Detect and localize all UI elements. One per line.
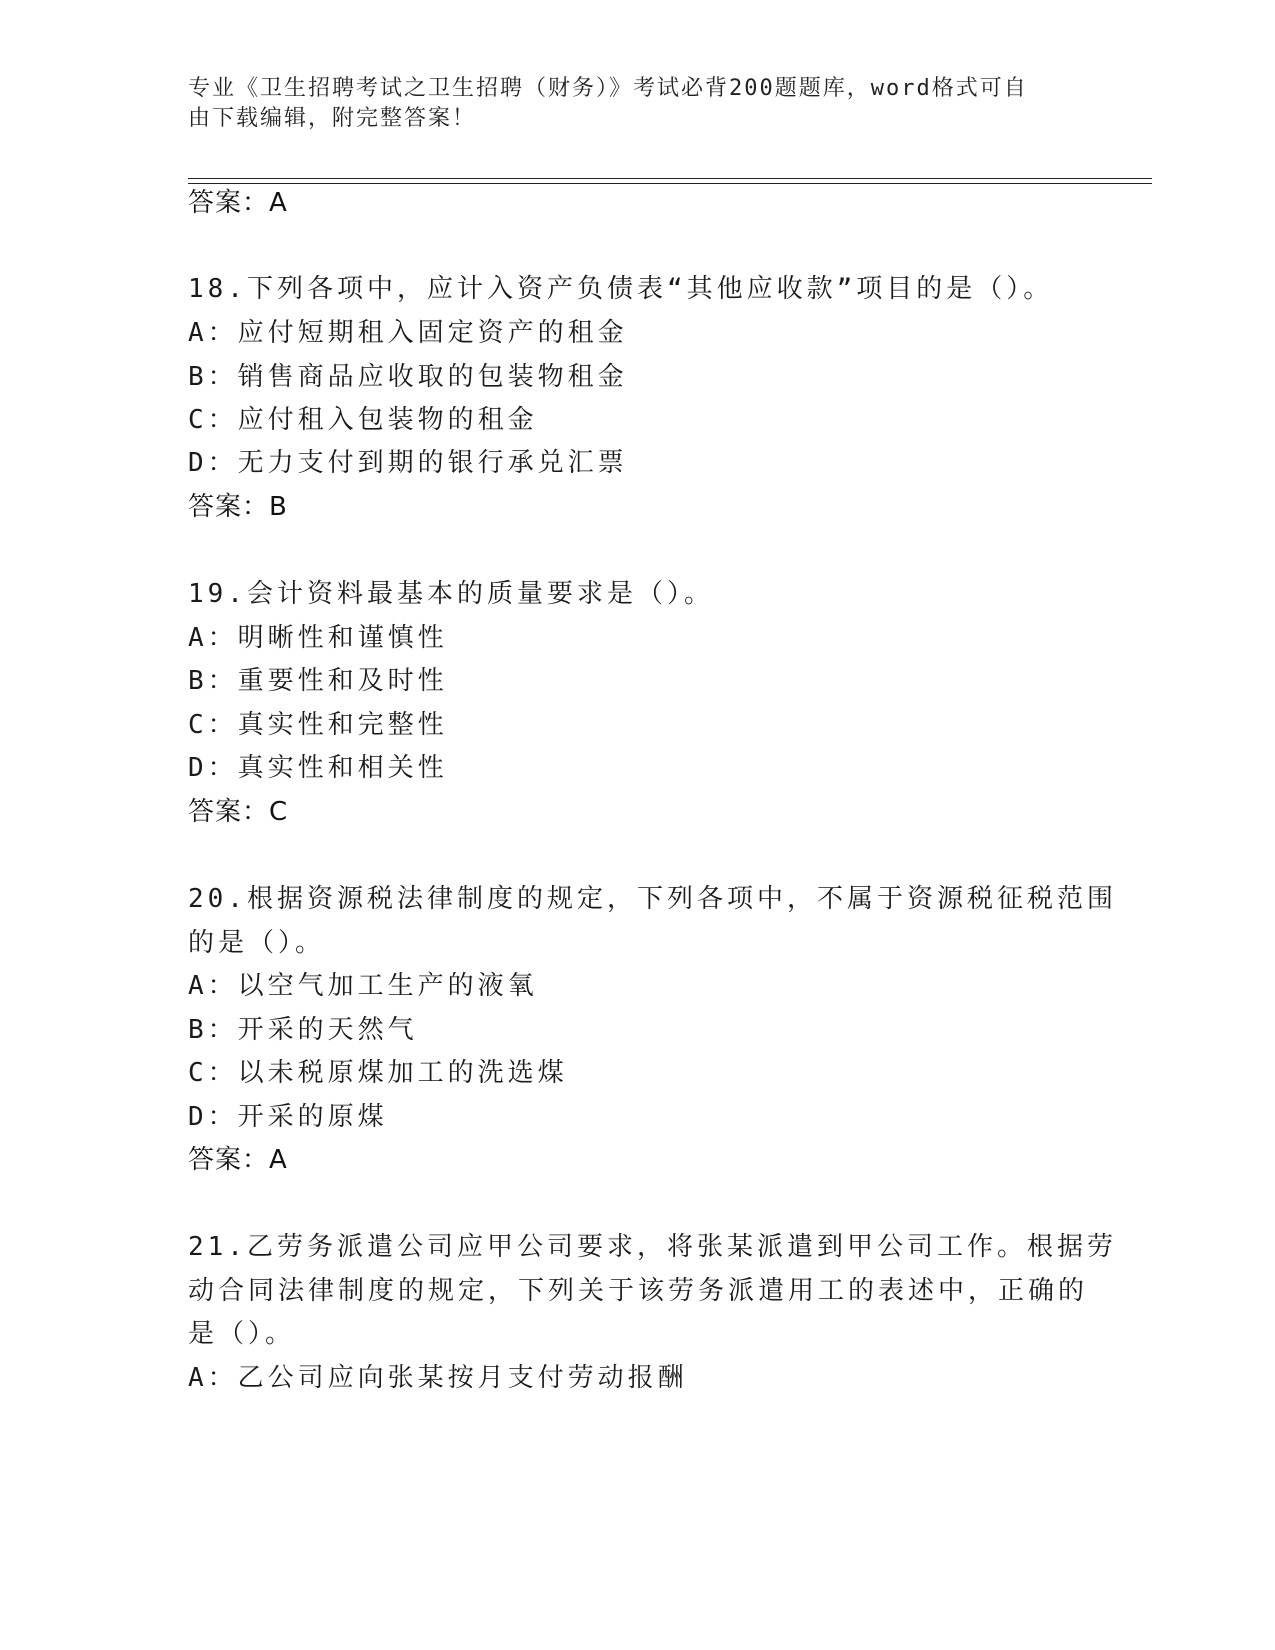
answer-18: 答案：B	[188, 492, 288, 522]
question-21-option-a: A：乙公司应向张某按月支付劳动报酬	[188, 1363, 688, 1393]
question-20-option-a: A：以空气加工生产的液氧	[188, 971, 538, 1001]
question-19-option-a: A：明晰性和谨慎性	[188, 623, 448, 653]
question-18-option-c: C：应付租入包装物的租金	[188, 405, 538, 435]
question-20-option-c: C：以未税原煤加工的洗选煤	[188, 1058, 568, 1088]
question-20-option-d: D：开采的原煤	[188, 1102, 388, 1132]
question-19-option-b: B：重要性和及时性	[188, 666, 448, 696]
question-21-text-line-2: 动合同法律制度的规定，下列关于该劳务派遣用工的表述中，正确的	[188, 1276, 1089, 1306]
answer-17: 答案：A	[188, 188, 288, 218]
header-divider-bottom	[188, 183, 1152, 184]
answer-20: 答案：A	[188, 1145, 288, 1175]
question-20-text-line-2: 的是（）。	[188, 928, 326, 958]
question-19-text: 19.会计资料最基本的质量要求是（）。	[188, 579, 714, 609]
question-18-option-d: D：无力支付到期的银行承兑汇票	[188, 448, 628, 478]
header-line-1: 专业《卫生招聘考试之卫生招聘（财务）》考试必背200题题库，word格式可自	[188, 76, 1028, 101]
question-21-text-line-3: 是（）。	[188, 1319, 296, 1349]
question-18-option-b: B：销售商品应收取的包装物租金	[188, 362, 628, 392]
answer-19: 答案：C	[188, 797, 289, 827]
question-18-option-a: A：应付短期租入固定资产的租金	[188, 318, 628, 348]
question-18-text: 18.下列各项中，应计入资产负债表“其他应收款”项目的是（）。	[188, 274, 1054, 304]
question-20-text-line-1: 20.根据资源税法律制度的规定，下列各项中，不属于资源税征税范围	[188, 884, 1117, 914]
document-header	[188, 74, 1068, 134]
question-19-option-d: D：真实性和相关性	[188, 753, 448, 783]
question-19-option-c: C：真实性和完整性	[188, 710, 448, 740]
question-20-option-b: B：开采的天然气	[188, 1015, 418, 1045]
header-line-2: 由下载编辑，附完整答案！	[188, 106, 477, 131]
question-21-text-line-1: 21.乙劳务派遣公司应甲公司要求，将张某派遣到甲公司工作。根据劳	[188, 1232, 1117, 1262]
header-divider-top	[188, 178, 1152, 179]
